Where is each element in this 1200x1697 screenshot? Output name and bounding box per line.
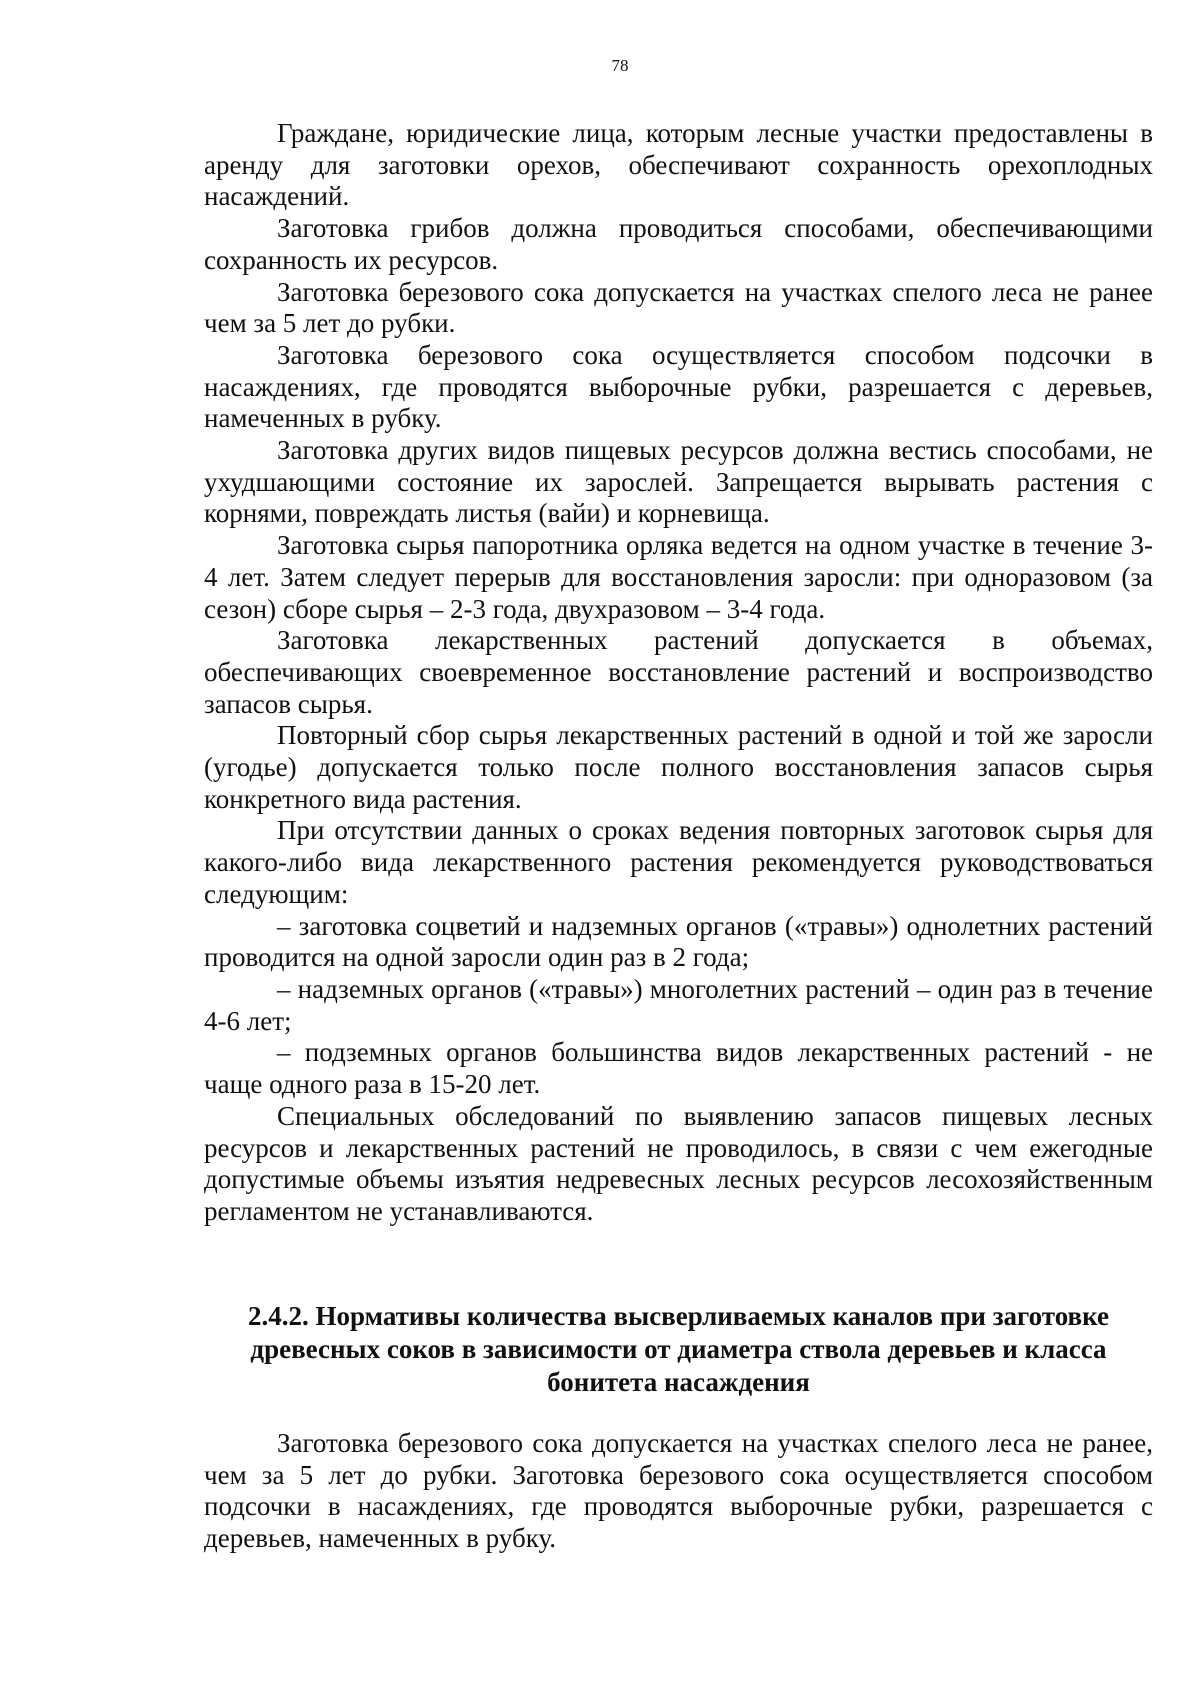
page-number: 78 (611, 56, 629, 75)
paragraph: Заготовка березового сока допускается на участках спелого леса не ранее, чем за 5 лет до рубки. Заготовка березового сока осуществляется способом подсочки в насаждениях, где проводятся выборочные рубки, разрешается с деревьев, намеченных в рубку. (204, 1428, 1153, 1554)
paragraph: При отсутствии данных о сроках ведения повторных заготовок сырья для какого-либо вида лекарственного растения рекомендуется руководствоваться следующим: (204, 815, 1153, 909)
paragraph: Заготовка грибов должна проводиться способами, обеспечивающими сохранность их ресурсов. (204, 213, 1153, 275)
paragraph: Граждане, юридические лица, которым лесные участки предоставлены в аренду для заготовки орехов, обеспечивают сохранность орехоплодных насаждений. (204, 118, 1153, 212)
list-item: – подземных органов большинства видов лекарственных растений - не чаще одного раза в 15-20 лет. (204, 1037, 1153, 1100)
paragraph: Специальных обследований по выявлению запасов пищевых лесных ресурсов и лекарственных растений не проводилось, в связи с чем ежегодные допустимые объемы изъятия недревесных лесных ресурсов лесохозяйственным регламентом не устанавливаются. (204, 1100, 1153, 1226)
paragraph: Повторный сбор сырья лекарственных растений в одной и той же заросли (угодье) допускается только после полного восстановления запасов сырья конкретного вида растения. (204, 720, 1153, 814)
paragraph: Заготовка березового сока осуществляется способом подсочки в насаждениях, где проводятся выборочные рубки, разрешается с деревьев, намеченных в рубку. (204, 339, 1153, 434)
paragraph: Заготовка лекарственных растений допускается в объемах, обеспечивающих своевременное восстановление растений и воспроизводство запасов сырья. (204, 625, 1153, 719)
section-heading: 2.4.2. Нормативы количества высверливаемых каналов при заготовке древесных соков в зависимости от диаметра ствола деревьев и класса бонитета насаждения (248, 1301, 1109, 1397)
paragraph: Заготовка березового сока допускается на участках спелого леса не ранее чем за 5 лет до рубки. (204, 276, 1153, 339)
paragraph: Заготовка сырья папоротника орляка ведется на одном участке в течение 3-4 лет. Затем следует перерыв для восстановления заросли: при одноразовом (за сезон) сборе сырья – 2-3 года, двухразовом – 3-4 года. (204, 530, 1153, 624)
body-text (204, 118, 1153, 1228)
list-item: – надземных органов («травы») многолетних растений – один раз в течение 4-6 лет; (204, 973, 1153, 1036)
section-body (204, 1428, 1153, 1555)
list-item: – заготовка соцветий и надземных органов («травы») однолетних растений проводится на одной заросли один раз в 2 года; (204, 910, 1153, 973)
paragraph: Заготовка других видов пищевых ресурсов должна вестись способами, не ухудшающими состояние их зарослей. Запрещается вырывать растения с корнями, повреждать листья (вайи) и корневища. (204, 435, 1153, 529)
